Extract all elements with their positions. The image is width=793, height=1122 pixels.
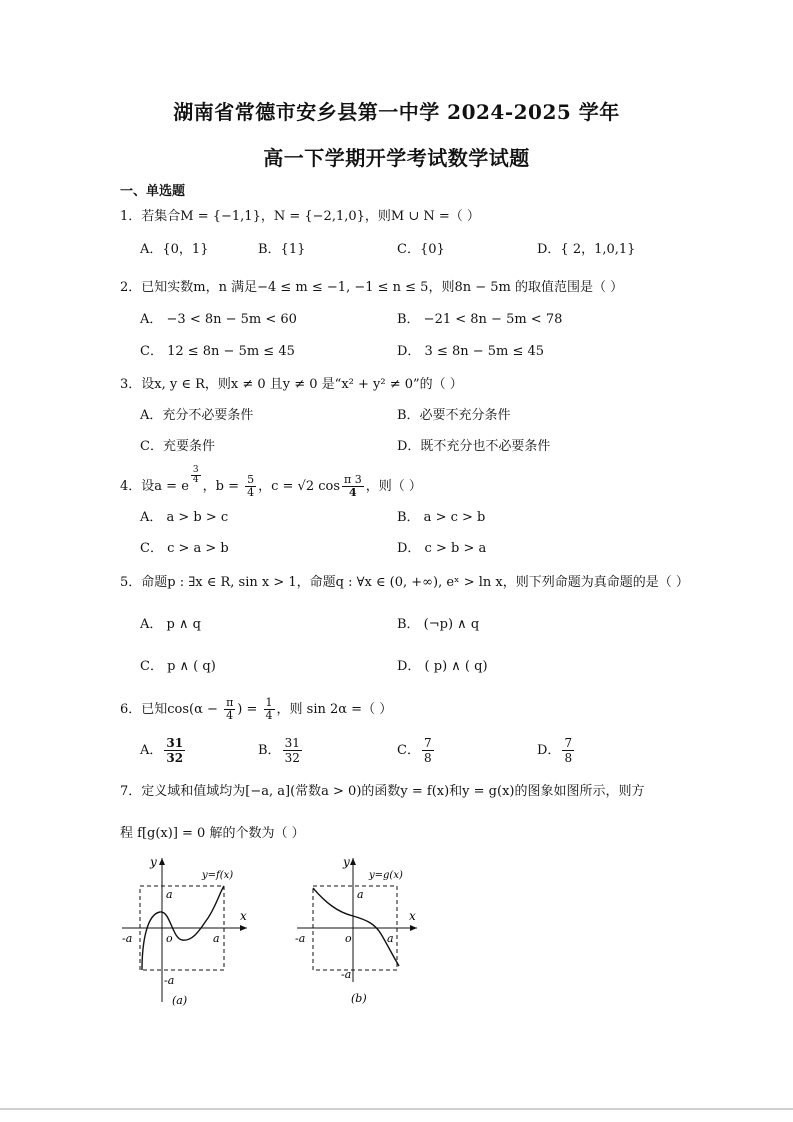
figure-a-caption: (a) (172, 994, 188, 1007)
question-1-option-b[interactable]: B．{1} (258, 242, 306, 257)
section-heading: 一、单选题 (120, 184, 186, 199)
q6-angle-fraction: $\frac{\pi}{4}$ (226, 696, 234, 722)
question-2-option-c[interactable]: C． 12 ≤ 8n − 5m ≤ 45 (140, 344, 295, 359)
question-6-option-a[interactable]: A． $\frac{31}{32}$ (140, 736, 184, 765)
question-3-option-d[interactable]: D．既不充分也不必要条件 (397, 439, 551, 454)
question-2-option-d[interactable]: D． 3 ≤ 8n − 5m ≤ 45 (397, 344, 545, 359)
question-1-option-a[interactable]: A．{0，1} (140, 242, 209, 257)
question-1-option-d[interactable]: D．{ 2，1,0,1} (537, 242, 636, 257)
question-4-option-a[interactable]: A． a > b > c (140, 510, 229, 525)
q4-suffix: ，则（ ） (365, 479, 422, 494)
figure-a-left-tick: -a (122, 932, 133, 945)
question-3-option-a[interactable]: A．充分不必要条件 (140, 408, 254, 423)
figure-b-x-label: x (409, 909, 416, 923)
figure-a-right-tick: a (213, 932, 220, 945)
question-7-stem-line1: 7．定义域和值域均为[−a, a](常数a > 0)的函数y = f(x)和y = g(x)的图象如图所示，则方 (120, 784, 645, 799)
q6-value-fraction: $\frac{1}{4}$ (265, 696, 273, 722)
question-1-option-c[interactable]: C．{0} (397, 242, 445, 257)
page-bottom-divider (0, 1108, 793, 1110)
q4-a-exponent: $\frac{3}{4}$ (192, 465, 199, 485)
figure-b-x-arrow-icon (410, 925, 417, 931)
question-5-option-b[interactable]: B． (¬p) ∧ q (397, 617, 480, 632)
q4-prefix: 4．设 (120, 479, 155, 494)
question-1-stem: 1．若集合M = {−1,1}，N = {−2,1,0}，则M ∪ N =（ ） (120, 209, 480, 224)
q4-b-expr: ，b = (202, 479, 244, 494)
question-5-stem: 5．命题p : ∃x ∈ R, sin x > 1，命题q : ∀x ∈ (0, +∞), eˣ > ln x，则下列命题为真命题的是（ ） (120, 575, 689, 590)
question-5-option-a[interactable]: A． p ∧ q (140, 617, 201, 632)
question-5-option-c[interactable]: C． p ∧ ( q) (140, 659, 216, 674)
q6-c-fraction: $\frac{7}{8}$ (423, 736, 432, 765)
question-6-stem (120, 697, 392, 722)
figure-b-y-arrow-icon (350, 858, 356, 865)
figure-b-left-tick: -a (295, 932, 306, 945)
figure-b-top-tick: a (357, 888, 364, 901)
question-5-option-d[interactable]: D． ( p) ∧ ( q) (397, 659, 488, 674)
figure-a-curve-label: y=f(x) (202, 870, 234, 881)
figure-b-curve (313, 888, 399, 966)
figure-b-origin-label: o (345, 932, 352, 945)
question-6-option-c[interactable]: C． $\frac{7}{8}$ (397, 736, 432, 765)
question-4-option-d[interactable]: D． c > b > a (397, 541, 487, 556)
question-7-stem-line2: 程 f[g(x)] = 0 解的个数为（ ） (120, 826, 305, 841)
figure-a-bottom-tick: -a (164, 974, 175, 987)
figure-b-right-tick: a (387, 932, 394, 945)
figure-a-y-arrow-icon (159, 858, 165, 865)
question-3-option-b[interactable]: B．必要不充分条件 (397, 408, 511, 423)
q6-a-fraction: $\frac{31}{32}$ (166, 736, 184, 765)
question-3-option-c[interactable]: C．充要条件 (140, 439, 215, 454)
figure-a-graph (112, 852, 262, 1012)
figure-a-x-label: x (240, 909, 247, 923)
question-2-option-b[interactable]: B． −21 < 8n − 5m < 78 (397, 312, 563, 327)
figure-a-y-label: y (150, 855, 157, 869)
question-6-option-b[interactable]: B． $\frac{31}{32}$ (258, 736, 300, 765)
question-6-option-d[interactable]: D． $\frac{7}{8}$ (537, 736, 573, 765)
q6-b-fraction: $\frac{31}{32}$ (284, 736, 300, 765)
q4-a-expr: a = e (154, 479, 189, 494)
figure-a-origin-label: o (166, 932, 173, 945)
figure-b-graph (295, 852, 425, 1012)
q6-prefix: 6．已知cos(α − (120, 702, 223, 717)
figure-b-curve-label: y=g(x) (369, 870, 403, 881)
question-2-stem: 2．已知实数m，n 满足−4 ≤ m ≤ −1, −1 ≤ n ≤ 5，则8n − 5m 的取值范围是（ ） (120, 280, 624, 295)
question-4-stem (120, 466, 422, 499)
question-3-stem: 3．设x, y ∈ R，则x ≠ 0 且y ≠ 0 是“x² + y² ≠ 0”的（ ） (120, 377, 463, 392)
question-4-option-c[interactable]: C． c > a > b (140, 541, 229, 556)
q4-c-fraction: $\frac{\pi 3}{4}$ (344, 473, 362, 499)
exam-title-line2: 高一下学期开学考试数学试题 (263, 146, 530, 170)
question-4-option-b[interactable]: B． a > c > b (397, 510, 486, 525)
q6-d-fraction: $\frac{7}{8}$ (564, 736, 573, 765)
q6-mid: ) = (237, 702, 262, 717)
figure-b-y-label: y (343, 855, 350, 869)
q4-b-fraction: $\frac{5}{4}$ (247, 473, 255, 499)
figure-b-caption: (b) (351, 992, 367, 1005)
figure-a-x-arrow-icon (240, 925, 247, 931)
figure-b-bottom-tick: -a (341, 968, 352, 981)
question-2-option-a[interactable]: A． −3 < 8n − 5m < 60 (140, 312, 297, 327)
q6-suffix: ，则 sin 2α =（ ） (276, 702, 393, 717)
q4-c-expr: ，c = √2 cos (258, 479, 341, 494)
exam-title-line1: 湖南省常德市安乡县第一中学 2024-2025 学年 (173, 100, 620, 124)
figure-a-top-tick: a (166, 888, 173, 901)
